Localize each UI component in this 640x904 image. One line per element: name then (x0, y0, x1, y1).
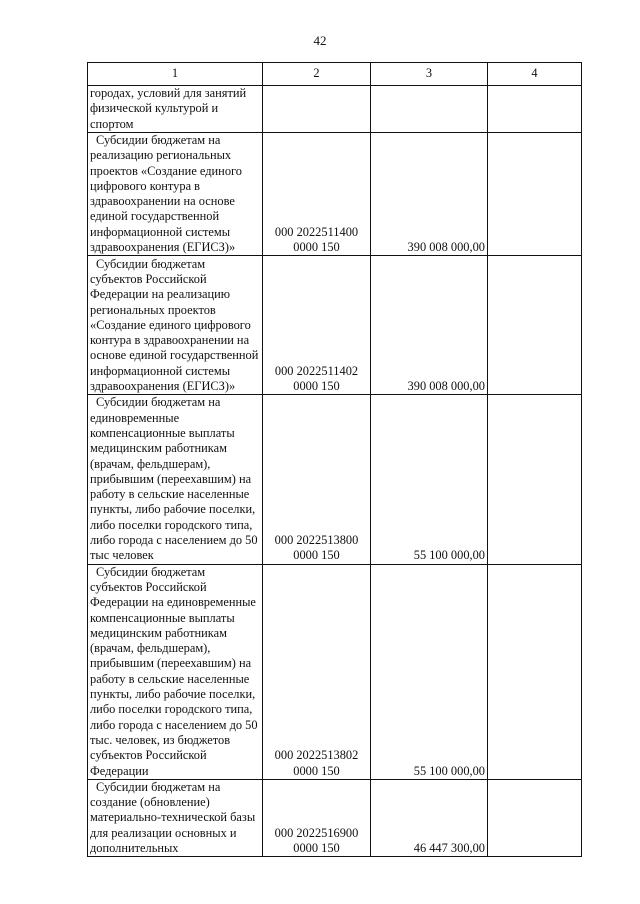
table-row (88, 256, 582, 395)
row-amount: 46 447 300,00 (371, 779, 488, 856)
row-name: Субсидии бюджетам на создание (обновление) материально-технической базы для реализации основных и дополнительных (88, 779, 263, 856)
row-amount: 390 008 000,00 (371, 133, 488, 256)
row-code: 000 2022516900 0000 150 (263, 779, 371, 856)
header-col-1: 1 (88, 63, 263, 86)
row-name: Субсидии бюджетам субъектов Российской Федерации на единовременные компенсационные выплаты медицинским работникам (врачам, фельдшерам), прибывшим (переехавшим) на работу в сельские населенные пункты, либо рабочие поселки, либо поселки городского типа, либо города с населением до 50 тыс. человек, из бюджетов субъектов Российской Федерации (88, 564, 263, 779)
header-col-2: 2 (263, 63, 371, 86)
row-amount: 55 100 000,00 (371, 564, 488, 779)
row-col4 (488, 256, 582, 395)
row-code: 000 2022511400 0000 150 (263, 133, 371, 256)
row-amount (371, 86, 488, 133)
row-code: 000 2022513800 0000 150 (263, 395, 371, 564)
table-row (88, 395, 582, 564)
row-name: Субсидии бюджетам на реализацию региональных проектов «Создание единого цифрового контура в здравоохранении на основе единой государственной информационной системы здравоохранения (ЕГИСЗ)» (88, 133, 263, 256)
row-amount: 55 100 000,00 (371, 395, 488, 564)
row-amount: 390 008 000,00 (371, 256, 488, 395)
row-name: городах, условий для занятий физической культурой и спортом (88, 86, 263, 133)
header-col-3: 3 (371, 63, 488, 86)
row-code: 000 2022511402 0000 150 (263, 256, 371, 395)
row-col4 (488, 86, 582, 133)
row-name: Субсидии бюджетам субъектов Российской Федерации на реализацию региональных проектов «Создание единого цифрового контура в здравоохранении на основе единой государственной информационной системы здравоохранения (ЕГИСЗ)» (88, 256, 263, 395)
table-row (88, 86, 582, 133)
row-code: 000 2022513802 0000 150 (263, 564, 371, 779)
row-name: Субсидии бюджетам на единовременные компенсационные выплаты медицинским работникам (врачам, фельдшерам), прибывшим (переехавшим) на работу в сельские населенные пункты, либо рабочие поселки, либо поселки городского типа, либо города с населением до 50 тыс человек (88, 395, 263, 564)
row-code (263, 86, 371, 133)
table-header-row (88, 63, 582, 86)
row-col4 (488, 133, 582, 256)
row-col4 (488, 395, 582, 564)
row-col4 (488, 564, 582, 779)
header-col-4: 4 (488, 63, 582, 86)
table-row (88, 779, 582, 856)
table-row (88, 564, 582, 779)
table-row (88, 133, 582, 256)
budget-table (87, 62, 582, 857)
row-col4 (488, 779, 582, 856)
page-number: 42 (313, 33, 327, 48)
